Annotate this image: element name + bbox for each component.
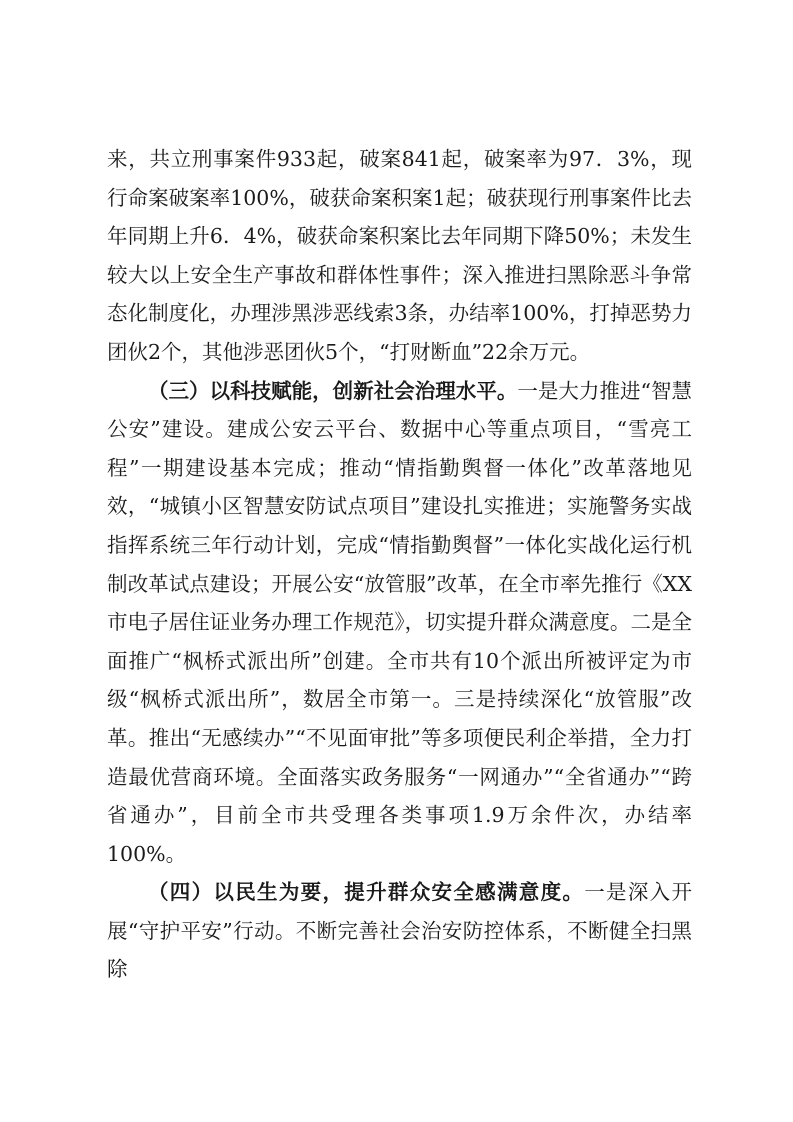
- paragraph-1-body: 来，共立刑事案件933起，破案841起，破案率为97．3%，现行命案破案率100%，破获命案积案1起；破获现行刑事案件比去年同期上升6．4%，破获命案积案比去年同期下降50%；未发生较大以上安全生产事故和群体性事件；深入推进扫黑除恶斗争常态化制度化，办理涉黑涉恶线索3条，办结率100%，打掉恶势力团伙2个，其他涉恶团伙5个，“打财断血”22余万元。: [107, 147, 692, 364]
- paragraph-2-body: 一是大力推进“智慧公安”建设。建成公安云平台、数据中心等重点项目，“雪亮工程”一期建设基本完成；推动“情指勤舆督一体化”改革落地见效，“城镇小区智慧安防试点项目”建设扎实推进；实施警务实战指挥系统三年行动计划，完成“情指勤舆督”一体化实战化运行机制改革试点建设；开展公安“放管服”改革，在全市率先推行《XX市电子居住证业务办理工作规范》，切实提升群众满意度。二是全面推广“枫桥式派出所”创建。全市共有10个派出所被评定为市级“枫桥式派出所”，数居全市第一。三是持续深化“放管服”改革。推出“无感续办”“不见面审批”等多项便民利企举措，全力打造最优营商环境。全面落实政务服务“一网通办”“全省通办”“跨省通办”，目前全市共受理各类事项1.9万余件次，办结率100%。: [107, 378, 692, 866]
- paragraph-1: [107, 140, 692, 372]
- section-3-heading: （三）以科技赋能，创新社会治理水平。: [148, 378, 518, 403]
- section-4-heading: （四）以民生为要，提升群众安全感满意度。: [148, 880, 585, 905]
- paragraph-3-body: 一是深入开展“守护平安”行动。不断完善社会治安防控体系，不断健全扫黑除: [107, 880, 692, 982]
- document-body: [107, 140, 692, 989]
- paragraph-3: [107, 873, 692, 989]
- paragraph-2: [107, 372, 692, 874]
